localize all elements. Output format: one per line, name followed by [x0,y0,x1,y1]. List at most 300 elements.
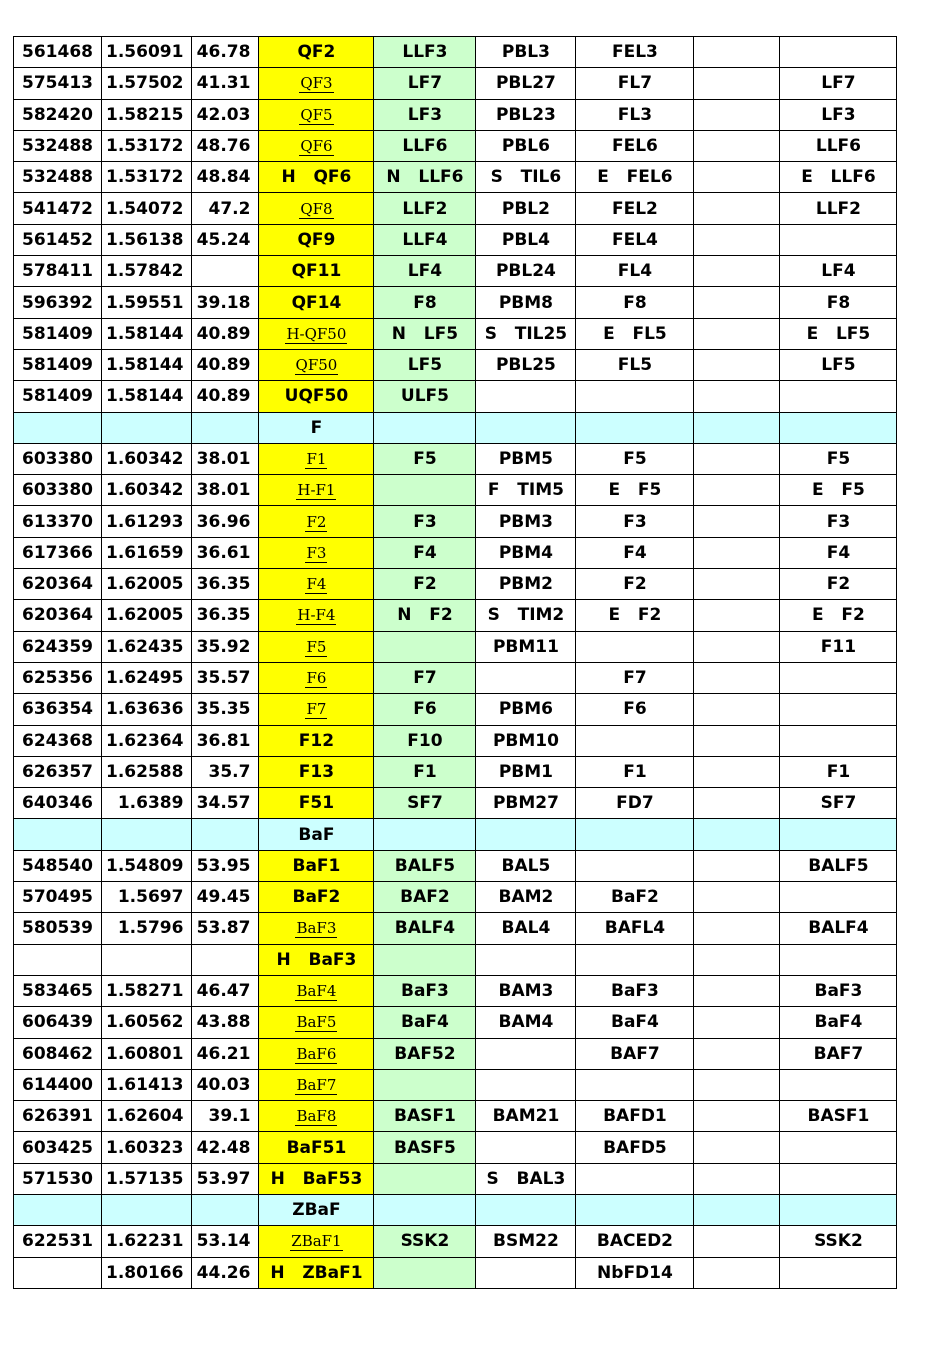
abbe-number-cell: 38.01 [192,443,259,474]
underlined-glass-name: H-F1 [297,481,336,500]
extra-cell [694,318,780,349]
glass-code-cell: 575413 [14,68,102,99]
sumita-name-cell [780,944,897,975]
table-row [14,381,897,412]
schott-name-cell: LLF6 [374,130,476,161]
refractive-index-cell: 1.56091 [102,37,192,68]
hoya-name-cell: F6 [576,694,694,725]
abbe-number-cell [192,1194,259,1225]
refractive-index-cell: 1.56138 [102,224,192,255]
cdgm-name-cell: H ZBaF1 [259,1257,374,1288]
sumita-name-cell [780,1194,897,1225]
sumita-name-cell: E F5 [780,475,897,506]
abbe-number-cell: 46.21 [192,1038,259,1069]
table-row [14,913,897,944]
extra-cell [694,819,780,850]
cdgm-name-cell: BaF51 [259,1132,374,1163]
glass-code-cell: 582420 [14,99,102,130]
glass-code-cell [14,944,102,975]
glass-code-cell: 581409 [14,318,102,349]
sumita-name-cell [780,412,897,443]
underlined-glass-name: F6 [306,669,327,688]
glass-code-cell: 561468 [14,37,102,68]
underlined-glass-name: H-F4 [297,606,336,625]
extra-cell [694,725,780,756]
extra-cell [694,537,780,568]
ohara-name-cell: F TIM5 [476,475,576,506]
sumita-name-cell: LLF6 [780,130,897,161]
table-row [14,1132,897,1163]
abbe-number-cell: 39.1 [192,1101,259,1132]
abbe-number-cell: 39.18 [192,287,259,318]
extra-cell [694,1163,780,1194]
refractive-index-cell: 1.57842 [102,256,192,287]
abbe-number-cell: 40.89 [192,381,259,412]
ohara-name-cell: PBM3 [476,506,576,537]
refractive-index-cell: 1.60562 [102,1007,192,1038]
hoya-name-cell: FEL6 [576,130,694,161]
schott-name-cell: F10 [374,725,476,756]
hoya-name-cell: BaF3 [576,975,694,1006]
abbe-number-cell: 35.7 [192,756,259,787]
sumita-name-cell [780,1069,897,1100]
schott-name-cell [374,412,476,443]
table-row [14,1038,897,1069]
underlined-glass-name: F3 [306,543,327,562]
schott-name-cell [374,944,476,975]
ohara-name-cell [476,819,576,850]
schott-name-cell [374,1257,476,1288]
extra-cell [694,1101,780,1132]
refractive-index-cell: 1.62231 [102,1226,192,1257]
cdgm-name-cell [259,631,374,662]
refractive-index-cell: 1.60323 [102,1132,192,1163]
hoya-name-cell: E FL5 [576,318,694,349]
sumita-name-cell: E LLF6 [780,162,897,193]
schott-name-cell [374,1194,476,1225]
glass-code-cell [14,1194,102,1225]
ohara-name-cell [476,1257,576,1288]
abbe-number-cell: 42.03 [192,99,259,130]
table-row [14,882,897,913]
ohara-name-cell [476,662,576,693]
extra-cell [694,1194,780,1225]
refractive-index-cell: 1.61413 [102,1069,192,1100]
ohara-name-cell [476,381,576,412]
table-row [14,506,897,537]
extra-cell [694,1007,780,1038]
table-row [14,162,897,193]
glass-code-cell: 626357 [14,756,102,787]
refractive-index-cell: 1.58215 [102,99,192,130]
glass-code-cell: 596392 [14,287,102,318]
hoya-name-cell: BAF7 [576,1038,694,1069]
abbe-number-cell: 46.47 [192,975,259,1006]
glass-code-cell: 532488 [14,162,102,193]
hoya-name-cell [576,412,694,443]
cdgm-name-cell [259,569,374,600]
glass-code-cell: 620364 [14,569,102,600]
schott-name-cell: F2 [374,569,476,600]
cdgm-name-cell: F13 [259,756,374,787]
underlined-glass-name: F2 [306,512,327,531]
glass-code-cell: 548540 [14,850,102,881]
refractive-index-cell: 1.62435 [102,631,192,662]
cdgm-name-cell: QF2 [259,37,374,68]
ohara-name-cell: BAM21 [476,1101,576,1132]
glass-code-cell: 626391 [14,1101,102,1132]
cdgm-name-cell [259,193,374,224]
table-row [14,975,897,1006]
sumita-name-cell: F5 [780,443,897,474]
refractive-index-cell: 1.63636 [102,694,192,725]
ohara-name-cell: PBL2 [476,193,576,224]
extra-cell [694,412,780,443]
hoya-name-cell: FL7 [576,68,694,99]
cdgm-name-cell [259,537,374,568]
table-row [14,1257,897,1288]
extra-cell [694,694,780,725]
schott-name-cell: BASF1 [374,1101,476,1132]
extra-cell [694,193,780,224]
ohara-name-cell [476,1194,576,1225]
cdgm-name-cell: QF14 [259,287,374,318]
refractive-index-cell [102,412,192,443]
extra-cell [694,882,780,913]
underlined-glass-name: QF5 [300,105,333,124]
schott-name-cell: SSK2 [374,1226,476,1257]
table-row [14,756,897,787]
sumita-name-cell [780,1163,897,1194]
cdgm-name-cell: UQF50 [259,381,374,412]
glass-code-cell: 580539 [14,913,102,944]
cdgm-name-cell: QF11 [259,256,374,287]
table-row [14,1226,897,1257]
cdgm-name-cell [259,443,374,474]
refractive-index-cell: 1.57135 [102,1163,192,1194]
ohara-name-cell: PBM8 [476,287,576,318]
cdgm-name-cell [259,1226,374,1257]
extra-cell [694,631,780,662]
schott-name-cell: BAF2 [374,882,476,913]
extra-cell [694,130,780,161]
sumita-name-cell [780,819,897,850]
extra-cell [694,913,780,944]
schott-name-cell: BALF5 [374,850,476,881]
schott-name-cell [374,819,476,850]
table-row [14,600,897,631]
sumita-name-cell: SSK2 [780,1226,897,1257]
glass-code-cell: 606439 [14,1007,102,1038]
glass-code-cell: 571530 [14,1163,102,1194]
hoya-name-cell: E FEL6 [576,162,694,193]
sumita-name-cell: F2 [780,569,897,600]
ohara-name-cell: PBM2 [476,569,576,600]
cdgm-name-cell [259,99,374,130]
sumita-name-cell: BALF5 [780,850,897,881]
cdgm-name-cell [259,662,374,693]
underlined-glass-name: BaF6 [296,1044,337,1063]
abbe-number-cell: 35.57 [192,662,259,693]
ohara-name-cell: BAM2 [476,882,576,913]
cdgm-name-cell: F12 [259,725,374,756]
cdgm-name-cell [259,600,374,631]
sumita-name-cell: SF7 [780,788,897,819]
cdgm-name-cell: H QF6 [259,162,374,193]
glass-code-cell: 608462 [14,1038,102,1069]
sumita-name-cell: E LF5 [780,318,897,349]
ohara-name-cell: PBM4 [476,537,576,568]
sumita-name-cell: E F2 [780,600,897,631]
abbe-number-cell [192,944,259,975]
sumita-name-cell: LF3 [780,99,897,130]
cdgm-name-cell: F [259,412,374,443]
underlined-glass-name: H-QF50 [286,324,347,343]
table-row [14,537,897,568]
ohara-name-cell [476,944,576,975]
schott-name-cell: BAF52 [374,1038,476,1069]
refractive-index-cell: 1.80166 [102,1257,192,1288]
glass-code-cell: 583465 [14,975,102,1006]
ohara-name-cell: BAM4 [476,1007,576,1038]
cdgm-name-cell [259,349,374,380]
ohara-name-cell: S TIM2 [476,600,576,631]
hoya-name-cell: BAFD5 [576,1132,694,1163]
abbe-number-cell [192,412,259,443]
ohara-name-cell: S BAL3 [476,1163,576,1194]
hoya-name-cell: F2 [576,569,694,600]
schott-name-cell: F6 [374,694,476,725]
extra-cell [694,662,780,693]
abbe-number-cell: 49.45 [192,882,259,913]
table-row [14,662,897,693]
hoya-name-cell: F4 [576,537,694,568]
cdgm-name-cell [259,1069,374,1100]
hoya-name-cell: F7 [576,662,694,693]
schott-name-cell: F4 [374,537,476,568]
table-row [14,443,897,474]
glass-code-cell: 624359 [14,631,102,662]
underlined-glass-name: F5 [306,637,327,656]
hoya-name-cell: BACED2 [576,1226,694,1257]
cdgm-name-cell [259,130,374,161]
glass-equivalence-table [13,36,897,1289]
hoya-name-cell: BAFL4 [576,913,694,944]
ohara-name-cell: PBM5 [476,443,576,474]
extra-cell [694,475,780,506]
ohara-name-cell: BSM22 [476,1226,576,1257]
ohara-name-cell: PBL23 [476,99,576,130]
abbe-number-cell: 36.35 [192,569,259,600]
cdgm-name-cell: QF9 [259,224,374,255]
schott-name-cell [374,1069,476,1100]
table-row [14,68,897,99]
abbe-number-cell: 35.92 [192,631,259,662]
glass-code-cell: 613370 [14,506,102,537]
ohara-name-cell: S TIL6 [476,162,576,193]
cdgm-name-cell: H BaF53 [259,1163,374,1194]
refractive-index-cell: 1.53172 [102,162,192,193]
schott-name-cell: BaF3 [374,975,476,1006]
table-row [14,1007,897,1038]
sumita-name-cell: F3 [780,506,897,537]
refractive-index-cell [102,944,192,975]
table-row [14,788,897,819]
hoya-name-cell: F3 [576,506,694,537]
extra-cell [694,287,780,318]
abbe-number-cell: 40.03 [192,1069,259,1100]
glass-code-cell: 541472 [14,193,102,224]
underlined-glass-name: F1 [306,450,327,468]
abbe-number-cell: 48.84 [192,162,259,193]
abbe-number-cell: 53.97 [192,1163,259,1194]
underlined-glass-name: QF50 [295,356,338,375]
schott-name-cell: F5 [374,443,476,474]
abbe-number-cell [192,256,259,287]
glass-code-cell [14,1257,102,1288]
ohara-name-cell: PBM1 [476,756,576,787]
schott-name-cell: LLF2 [374,193,476,224]
hoya-name-cell: NbFD14 [576,1257,694,1288]
table-row [14,318,897,349]
refractive-index-cell: 1.54809 [102,850,192,881]
schott-name-cell [374,475,476,506]
abbe-number-cell: 46.78 [192,37,259,68]
ohara-name-cell: PBL3 [476,37,576,68]
sumita-name-cell: LF7 [780,68,897,99]
table-row [14,1069,897,1100]
schott-name-cell: ULF5 [374,381,476,412]
hoya-name-cell [576,944,694,975]
ohara-name-cell: PBM11 [476,631,576,662]
ohara-name-cell: BAL4 [476,913,576,944]
glass-code-cell: 617366 [14,537,102,568]
extra-cell [694,1132,780,1163]
extra-cell [694,788,780,819]
abbe-number-cell: 44.26 [192,1257,259,1288]
table-row [14,1163,897,1194]
hoya-name-cell: F8 [576,287,694,318]
extra-cell [694,569,780,600]
hoya-name-cell: FD7 [576,788,694,819]
hoya-name-cell: E F5 [576,475,694,506]
sumita-name-cell: LF4 [780,256,897,287]
sumita-name-cell [780,725,897,756]
table-row [14,37,897,68]
ohara-name-cell: PBM10 [476,725,576,756]
hoya-name-cell: BaF2 [576,882,694,913]
refractive-index-cell: 1.62005 [102,600,192,631]
abbe-number-cell: 41.31 [192,68,259,99]
refractive-index-cell: 1.62364 [102,725,192,756]
glass-code-cell: 603425 [14,1132,102,1163]
ohara-name-cell: BAL5 [476,850,576,881]
ohara-name-cell: PBL4 [476,224,576,255]
refractive-index-cell: 1.58144 [102,381,192,412]
underlined-glass-name: F4 [306,575,327,594]
refractive-index-cell: 1.62005 [102,569,192,600]
glass-code-cell: 640346 [14,788,102,819]
cdgm-name-cell: BaF2 [259,882,374,913]
cdgm-name-cell [259,475,374,506]
ohara-name-cell: PBL25 [476,349,576,380]
section-header-row [14,819,897,850]
cdgm-name-cell: ZBaF [259,1194,374,1225]
abbe-number-cell: 35.35 [192,694,259,725]
underlined-glass-name: BaF4 [296,982,337,1001]
schott-name-cell: F7 [374,662,476,693]
refractive-index-cell: 1.59551 [102,287,192,318]
hoya-name-cell: F1 [576,756,694,787]
hoya-name-cell [576,850,694,881]
sumita-name-cell: LF5 [780,349,897,380]
glass-code-cell [14,819,102,850]
schott-name-cell: F3 [374,506,476,537]
abbe-number-cell: 53.87 [192,913,259,944]
refractive-index-cell: 1.58144 [102,318,192,349]
sumita-name-cell: F8 [780,287,897,318]
extra-cell [694,600,780,631]
hoya-name-cell [576,1194,694,1225]
underlined-glass-name: QF8 [300,199,333,218]
ohara-name-cell [476,412,576,443]
abbe-number-cell: 36.61 [192,537,259,568]
ohara-name-cell: PBL6 [476,130,576,161]
ohara-name-cell: PBM6 [476,694,576,725]
schott-name-cell [374,631,476,662]
glass-code-cell: 532488 [14,130,102,161]
refractive-index-cell: 1.61293 [102,506,192,537]
extra-cell [694,850,780,881]
ohara-name-cell: PBL27 [476,68,576,99]
section-header-row [14,1194,897,1225]
glass-code-cell: 622531 [14,1226,102,1257]
underlined-glass-name: BaF7 [296,1075,337,1094]
schott-name-cell: LF3 [374,99,476,130]
ohara-name-cell: PBL24 [476,256,576,287]
sumita-name-cell [780,224,897,255]
sumita-name-cell: BASF1 [780,1101,897,1132]
extra-cell [694,68,780,99]
glass-code-cell: 581409 [14,349,102,380]
section-header-row [14,412,897,443]
sumita-name-cell [780,882,897,913]
hoya-name-cell: FEL3 [576,37,694,68]
underlined-glass-name: ZBaF1 [291,1232,342,1251]
table-row [14,944,897,975]
hoya-name-cell: BaF4 [576,1007,694,1038]
table-row [14,725,897,756]
abbe-number-cell: 40.89 [192,349,259,380]
extra-cell [694,1226,780,1257]
refractive-index-cell: 1.53172 [102,130,192,161]
extra-cell [694,506,780,537]
glass-code-cell: 581409 [14,381,102,412]
extra-cell [694,443,780,474]
sumita-name-cell: LLF2 [780,193,897,224]
cdgm-name-cell [259,1038,374,1069]
hoya-name-cell: F5 [576,443,694,474]
cdgm-name-cell [259,975,374,1006]
table-row [14,224,897,255]
extra-cell [694,256,780,287]
refractive-index-cell: 1.58144 [102,349,192,380]
schott-name-cell: LLF3 [374,37,476,68]
cdgm-name-cell [259,506,374,537]
abbe-number-cell: 53.95 [192,850,259,881]
refractive-index-cell: 1.60342 [102,443,192,474]
abbe-number-cell: 43.88 [192,1007,259,1038]
